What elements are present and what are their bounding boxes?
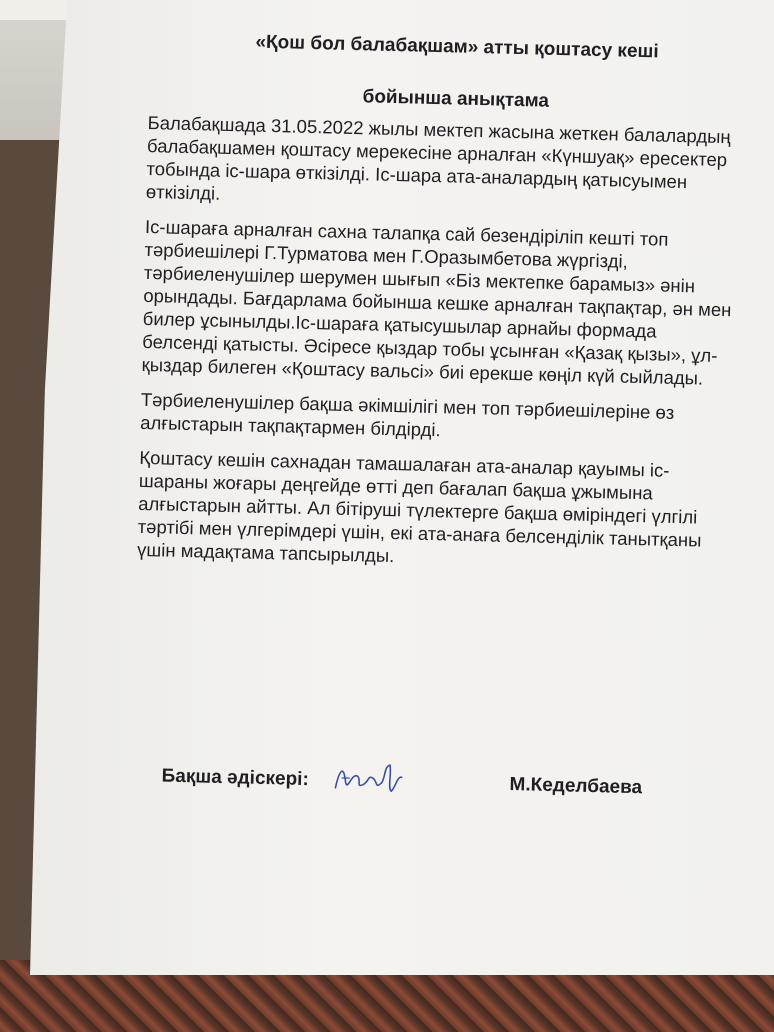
document-title bbox=[148, 25, 740, 121]
paragraph-2: Іс-шараға арналған сахна талапқа сай безендіріліп кешті топ тәрбиешілері Г.Турматова мен Г.Оразымбетова жүргізді, тәрбиеленушілер шерумен шығып «Біз мектепке барамыз» әнін орындады. Бағдарлама бойынша кешке арналған тақпақтар, ән мен билер ұсынылды.Іс-шараға қатысушылар арнайы формада белсенді қатысты. Әсіресе қыздар тобы ұсынған «Қазақ қызы», ұл-қыздар билеген «Қоштасу вальсі» биі ерекше көңіл күй сыйлады. bbox=[141, 215, 732, 389]
signature-name: М.Кеделбаева bbox=[509, 774, 643, 799]
paragraph-4: Қоштасу кешін сахнадан тамашалаған ата-аналар қауымы іс-шараны жоғары деңгейде өтті деп бағалап бақша ұжымына алғыстарын айтты. Ал бітіруші түлектерге бақша өміріндегі үлгілі тәртібі мен үлгерімдері үшін, екі ата-анаға белсенділік танытқаны үшін мадақтама тапсырылды. bbox=[136, 446, 702, 567]
paragraph-1: Балабақшада 31.05.2022 жылы мектеп жасына жеткен балалардың балабақшамен қоштасу мерекесіне арналған «Күншуақ» ересектер тобында іс-шара өткізілді. Іс-шара ата-аналардың қатысуымен өткізілді. bbox=[145, 111, 731, 204]
handwritten-signature-icon bbox=[331, 758, 412, 800]
document-body bbox=[136, 25, 740, 799]
paragraph-3: Тәрбиеленушілер бақша әкімшілігі мен топ тәрбиешілеріне өз алғыстарын тақпақтармен білдірді. bbox=[140, 388, 675, 441]
title-line-2: бойынша анықтама bbox=[362, 86, 550, 112]
title-line-1: «Қош бол балабақшам» атты қоштасу кеші bbox=[255, 31, 659, 63]
signature-label: Бақша әдіскері: bbox=[161, 765, 310, 791]
